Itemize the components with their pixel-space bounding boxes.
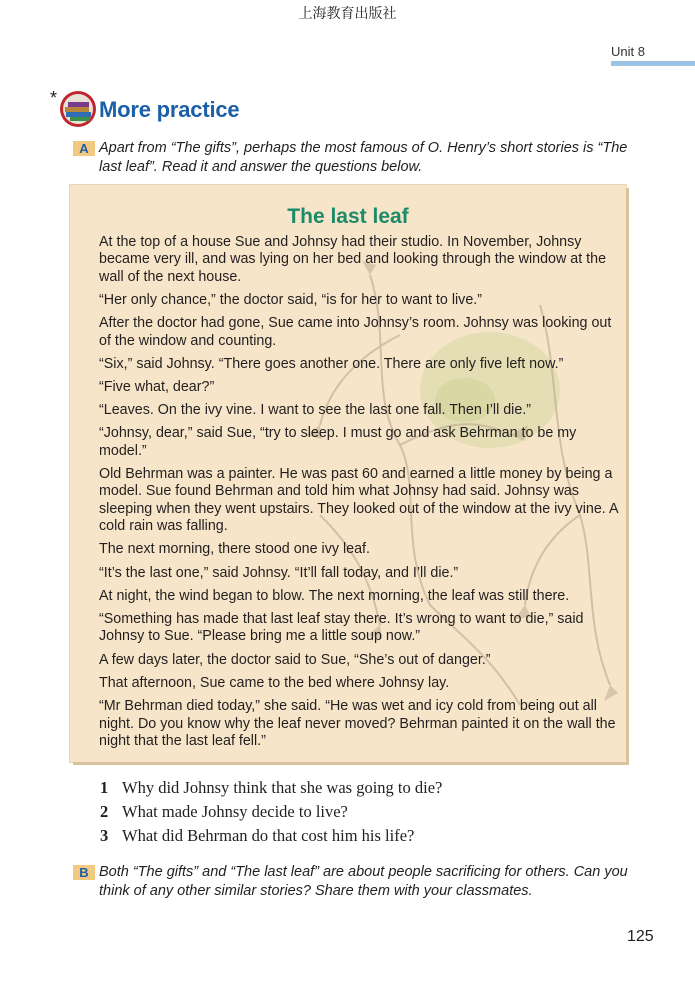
story-paragraph: “It’s the last one,” said Johnsy. “It’ll fall today, and I’ll die.” xyxy=(99,564,459,581)
question-item xyxy=(100,826,600,850)
story-box xyxy=(70,185,626,762)
task-a xyxy=(73,139,633,177)
question-text: Why did Johnsy think that she was going to die? xyxy=(122,778,443,797)
story-title: The last leaf xyxy=(287,205,409,228)
page-number: 125 xyxy=(627,928,654,945)
task-b-text: Both “The gifts” and “The last leaf” are about people sacrificing for others. Can you think of any other similar stories? Share them with your classmates. xyxy=(99,864,628,899)
story-paragraph: The next morning, there stood one ivy leaf. xyxy=(99,541,370,558)
story-paragraph: After the doctor had gone, Sue came into Johnsy’s room. Johnsy was looking out of the window and counting. xyxy=(99,315,612,349)
story-paragraph: “Mr Behrman died today,” she said. “He was wet and icy cold from being out all night. Do you know why the leaf never moved? Behrman painted it on the wall the night that the last leaf fell.” xyxy=(99,698,616,749)
task-a-badge: A xyxy=(73,141,95,156)
section-title: More practice xyxy=(99,97,240,122)
story-paragraph: A few days later, the doctor said to Sue, “She’s out of danger.” xyxy=(99,651,491,668)
unit-rule xyxy=(611,61,695,66)
story-body xyxy=(99,234,619,756)
story-paragraph: Old Behrman was a painter. He was past 60 and earned a little money by being a model. Sue found Behrman and told him what Johnsy had said. Johnsy was sleeping when they went upstairs. They looked out of the window at the ivy vine. A cold rain was falling. xyxy=(99,466,618,535)
task-b xyxy=(73,863,633,901)
optional-asterisk: * xyxy=(50,88,58,108)
story-paragraph: “Six,” said Johnsy. “There goes another one. There are only five left now.” xyxy=(99,355,564,372)
question-number: 3 xyxy=(100,826,109,845)
story-paragraph: That afternoon, Sue came to the bed where Johnsy lay. xyxy=(99,674,450,691)
story-paragraph: “Her only chance,” the doctor said, “is for her to want to live.” xyxy=(99,292,483,309)
question-item xyxy=(100,778,600,802)
story-paragraph: “Something has made that last leaf stay there. It’s wrong to want to die,” said Johnsy to Sue. “Please bring me a little soup now.” xyxy=(99,611,584,645)
question-number: 2 xyxy=(100,802,109,821)
question-item xyxy=(100,802,600,826)
unit-label: Unit 8 xyxy=(611,44,645,59)
question-list xyxy=(100,778,600,850)
story-paragraph: At night, the wind began to blow. The next morning, the leaf was still there. xyxy=(99,587,570,604)
question-number: 1 xyxy=(100,778,109,797)
story-paragraph: “Johnsy, dear,” said Sue, “try to sleep. I must go and ask Behrman to be my model.” xyxy=(99,425,577,459)
question-text: What did Behrman do that cost him his life? xyxy=(122,826,415,845)
story-paragraph: “Leaves. On the ivy vine. I want to see the last one fall. Then I’ll die.” xyxy=(99,402,532,419)
task-b-badge: B xyxy=(73,865,95,880)
books-icon xyxy=(58,90,98,128)
story-paragraph: At the top of a house Sue and Johnsy had their studio. In November, Johnsy became very ill, and was lying on her bed and looking through the window at the wall of the next house. xyxy=(99,234,607,285)
publisher-header: 上海教育出版社 xyxy=(298,6,397,22)
story-paragraph: “Five what, dear?” xyxy=(99,379,215,396)
question-text: What made Johnsy decide to live? xyxy=(122,802,348,821)
task-a-text: Apart from “The gifts”, perhaps the most famous of O. Henry’s short stories is “The last leaf”. Read it and answer the questions below. xyxy=(99,140,628,175)
